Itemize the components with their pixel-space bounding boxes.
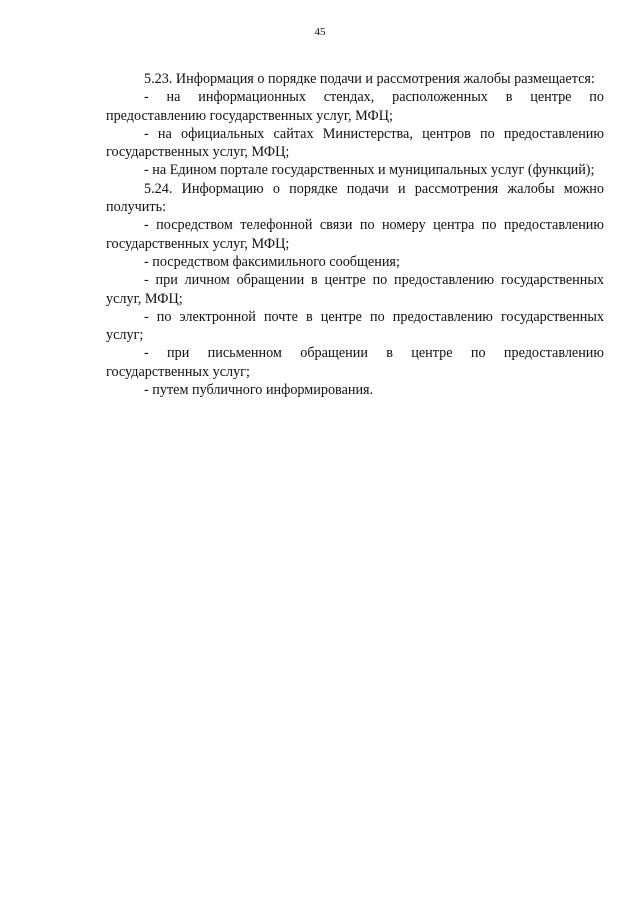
paragraph-5-23: 5.23. Информация о порядке подачи и рассмотрения жалобы размещается: [144, 71, 595, 87]
list-item-info-stands: - на информационных стендах, расположенных в центре по предоставлению государственных услуг, МФЦ; [106, 89, 604, 124]
paragraph-5-24: 5.24. Информацию о порядке подачи и рассмотрения жалобы можно получить: [106, 180, 604, 216]
list-item-in-person: - при личном обращении в центре по предоставлению государственных услуг, МФЦ; [106, 272, 604, 307]
list-item-email: - по электронной почте в центре по предоставлению государственных услуг; [106, 308, 604, 344]
list-item-public-info: - путем публичного информирования. [144, 382, 374, 399]
list-item-official-sites: - на официальных сайтах Министерства, центров по предоставлению государственных услуг, МФЦ; [106, 125, 604, 161]
page-number: 45 [314, 26, 326, 38]
list-item-telephone: - посредством телефонной связи по номеру центра по предоставлению государственных услуг, МФЦ; [106, 217, 604, 252]
list-item-unified-portal: - на Едином портале государственных и муниципальных услуг (функций); [144, 162, 595, 179]
list-item-written: - при письменном обращении в центре по предоставлению государственных услуг; [106, 345, 604, 380]
document-body [106, 70, 604, 399]
list-item-fax: - посредством факсимильного сообщения; [144, 253, 400, 270]
